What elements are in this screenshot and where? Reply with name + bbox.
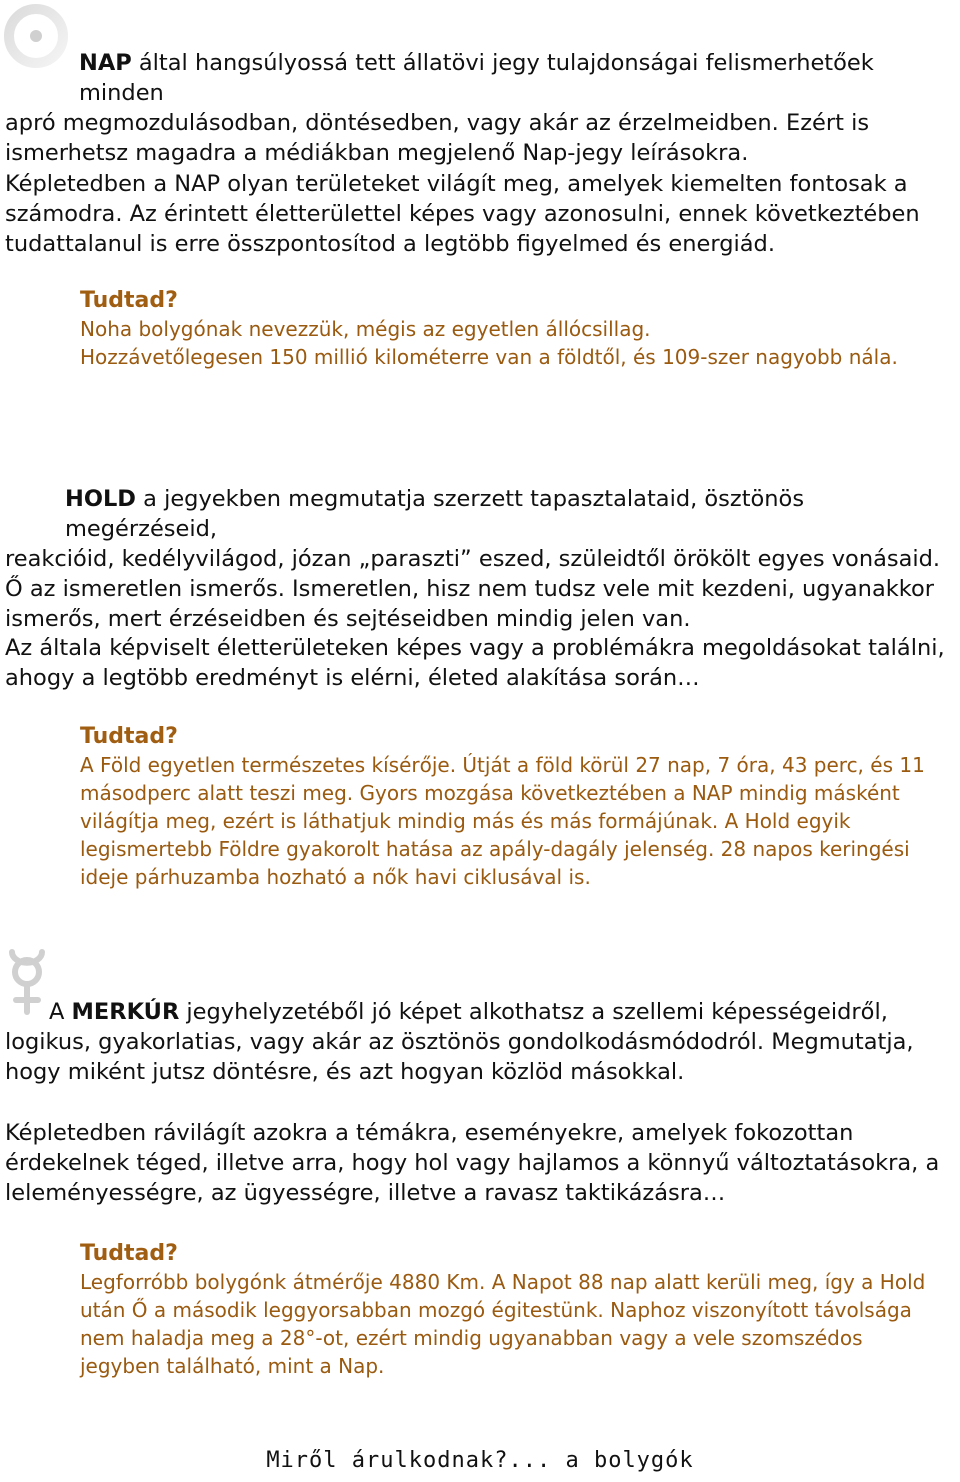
text-line: Az általa képviselt életterületeken képes vagy a problémákra megoldásokat találni, — [5, 635, 945, 661]
mercury-intro-text: jegyhelyzetéből jó képet alkothatsz a szellemi képességeidről, — [179, 999, 888, 1025]
did-you-know-line: Noha bolygónak nevezzük, mégis az egyetlen állócsillag. — [80, 317, 651, 341]
text-line: érdekelnek téged, illetve arra, hogy hol vagy hajlamos a könnyű változtatásokra, a — [5, 1150, 940, 1176]
did-you-know-title: Tudtad? — [80, 724, 178, 749]
did-you-know-line: Legforróbb bolygónk átmérője 4880 Km. A Napot 88 nap alatt kerüli meg, így a Hold — [80, 1270, 926, 1294]
sun-name: NAP — [79, 50, 132, 76]
did-you-know-line: ideje párhuzamba hozható a nők havi ciklusával is. — [80, 865, 591, 889]
text-line: ahogy a legtöbb eredményt is elérni, életed alakítása során… — [5, 665, 700, 691]
text-line: reakcióid, kedélyvilágod, józan „paraszti” eszed, szüleidtől örökölt egyes vonásaid. — [5, 546, 941, 572]
moon-intro-text: a jegyekben megmutatja szerzett tapasztalataid, ösztönös megérzéseid, — [65, 486, 805, 542]
did-you-know-title: Tudtad? — [80, 1241, 178, 1266]
text-line: logikus, gyakorlatias, vagy akár az ösztönös gondolkodásmódodról. Megmutatja, — [5, 1029, 914, 1055]
text-line: tudattalanul is erre összpontosítod a legtöbb figyelmed és energiád. — [5, 231, 775, 257]
text-line: számodra. Az érintett életterülettel képes vagy azonosulni, ennek következtében — [5, 201, 920, 227]
sun-did-you-know — [80, 287, 955, 371]
text-line: Képletedben a NAP olyan területeket világít meg, amelyek kiemelten fontosak a — [5, 171, 908, 197]
sun-line-2: apró megmozdulásodban, döntésedben, vagy akár az érzelmeidben. Ezért is — [5, 110, 870, 136]
mercury-paragraph-2 — [5, 1118, 957, 1208]
text-line: Ő az ismeretlen ismerős. Ismeretlen, hisz nem tudsz vele mit kezdeni, ugyanakkor — [5, 576, 935, 602]
page-footer: Miről árulkodnak?... a bolygók — [266, 1448, 694, 1473]
moon-paragraph-2 — [5, 633, 957, 693]
did-you-know-line: másodperc alatt teszi meg. Gyors mozgása következtében a NAP mindig másként — [80, 781, 900, 805]
text-line: ismerős, mert érzéseidben és sejtéseidben mindig jelen van. — [5, 606, 691, 632]
text-line: Képletedben rávilágít azokra a témákra, eseményekre, amelyek fokozottan — [5, 1120, 854, 1146]
mercury-paragraph-1 — [5, 997, 957, 1087]
did-you-know-line: legismertebb Földre gyakorolt hatása az apály-dagály jelenség. 28 napos keringési — [80, 837, 910, 861]
moon-did-you-know — [80, 723, 955, 891]
sun-line-3: ismerhetsz magadra a médiákban megjelenő Nap-jegy leírásokra. — [5, 140, 749, 166]
did-you-know-line: jegyben található, mint a Nap. — [80, 1354, 385, 1378]
sun-intro-text: által hangsúlyossá tett állatövi jegy tulajdonságai felismerhetőek minden — [79, 50, 874, 106]
moon-paragraph-1 — [5, 484, 957, 634]
mercury-intro-prefix: A — [49, 999, 72, 1025]
did-you-know-line: A Föld egyetlen természetes kísérője. Útját a föld körül 27 nap, 7 óra, 43 perc, és 11 — [80, 753, 925, 777]
mercury-name: MERKÚR — [71, 999, 180, 1025]
sun-paragraph-1 — [5, 48, 957, 168]
sun-paragraph-2 — [5, 169, 957, 259]
text-line: leleményességre, az ügyességre, illetve a ravasz taktikázásra… — [5, 1180, 726, 1206]
did-you-know-line: Hozzávetőlegesen 150 millió kilométerre van a földtől, és 109-szer nagyobb nála. — [80, 345, 898, 369]
did-you-know-line: után Ő a második leggyorsabban mozgó égitestünk. Naphoz viszonyított távolsága — [80, 1298, 912, 1322]
mercury-did-you-know — [80, 1240, 955, 1380]
did-you-know-line: nem haladja meg a 28°-ot, ezért mindig ugyanabban vagy a vele szomszédos — [80, 1326, 863, 1350]
moon-name: HOLD — [65, 486, 136, 512]
text-line: hogy miként jutsz döntésre, és azt hogyan közlöd másokkal. — [5, 1059, 685, 1085]
did-you-know-title: Tudtad? — [80, 288, 178, 313]
did-you-know-line: világítja meg, ezért is láthatjuk mindig más és más formájúnak. A Hold egyik — [80, 809, 851, 833]
